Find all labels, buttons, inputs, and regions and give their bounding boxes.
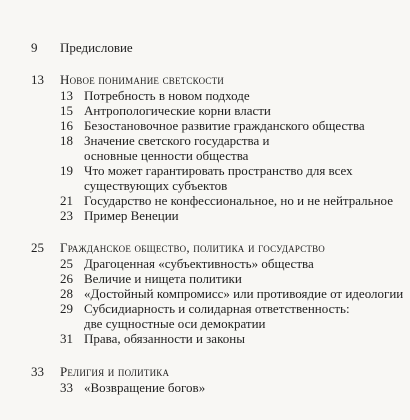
page-number: 25: [31, 240, 44, 255]
page-number: 21: [60, 193, 73, 208]
entry-title: основные ценности общества: [84, 148, 249, 163]
page-number: 33: [60, 380, 73, 395]
entry-title: Пример Венеции: [84, 208, 179, 223]
entry-title: существующих субъектов: [84, 178, 228, 193]
page-number: 33: [31, 364, 44, 379]
entry-title: Государство не конфессиональное, но и не нейтральное: [84, 193, 393, 208]
entry-title: Драгоценная «субъективность» общества: [84, 256, 314, 271]
page-number: 9: [31, 40, 38, 55]
section-title: Религия и политика: [60, 364, 170, 379]
page-number: 26: [60, 271, 73, 286]
entry-title: Субсидиарность и солидарная ответственность:: [84, 301, 350, 316]
page-number: 31: [60, 331, 73, 346]
entry-title: Безостановочное развитие гражданского общества: [84, 118, 365, 133]
page-number: 13: [31, 72, 44, 87]
entry-title: Потребность в новом подходе: [84, 88, 250, 103]
page-number: 25: [60, 256, 73, 271]
entry-title: Что может гарантировать пространство для всех: [84, 163, 353, 178]
entry-title: Величие и нищета политики: [84, 271, 242, 286]
section-title: Предисловие: [60, 40, 133, 55]
page-number: 15: [60, 103, 73, 118]
entry-title: «Достойный компромисс» или противоядие от идеологии: [84, 286, 404, 301]
entry-title: Антропологические корни власти: [84, 103, 271, 118]
page-number: 23: [60, 208, 73, 223]
entry-title: Права, обязанности и законы: [84, 331, 245, 346]
page-number: 18: [60, 133, 73, 148]
entry-title: Значение светского государства и: [84, 133, 270, 148]
section-title: Гражданское общество, политика и государство: [60, 240, 325, 255]
page-number: 19: [60, 163, 73, 178]
section-title: Новое понимание светскости: [60, 72, 224, 87]
page-number: 13: [60, 88, 73, 103]
entry-title: «Возвращение богов»: [84, 380, 206, 395]
page-number: 28: [60, 286, 73, 301]
page-number: 29: [60, 301, 73, 316]
page-number: 16: [60, 118, 73, 133]
entry-title: две сущностные оси демократии: [84, 316, 266, 331]
